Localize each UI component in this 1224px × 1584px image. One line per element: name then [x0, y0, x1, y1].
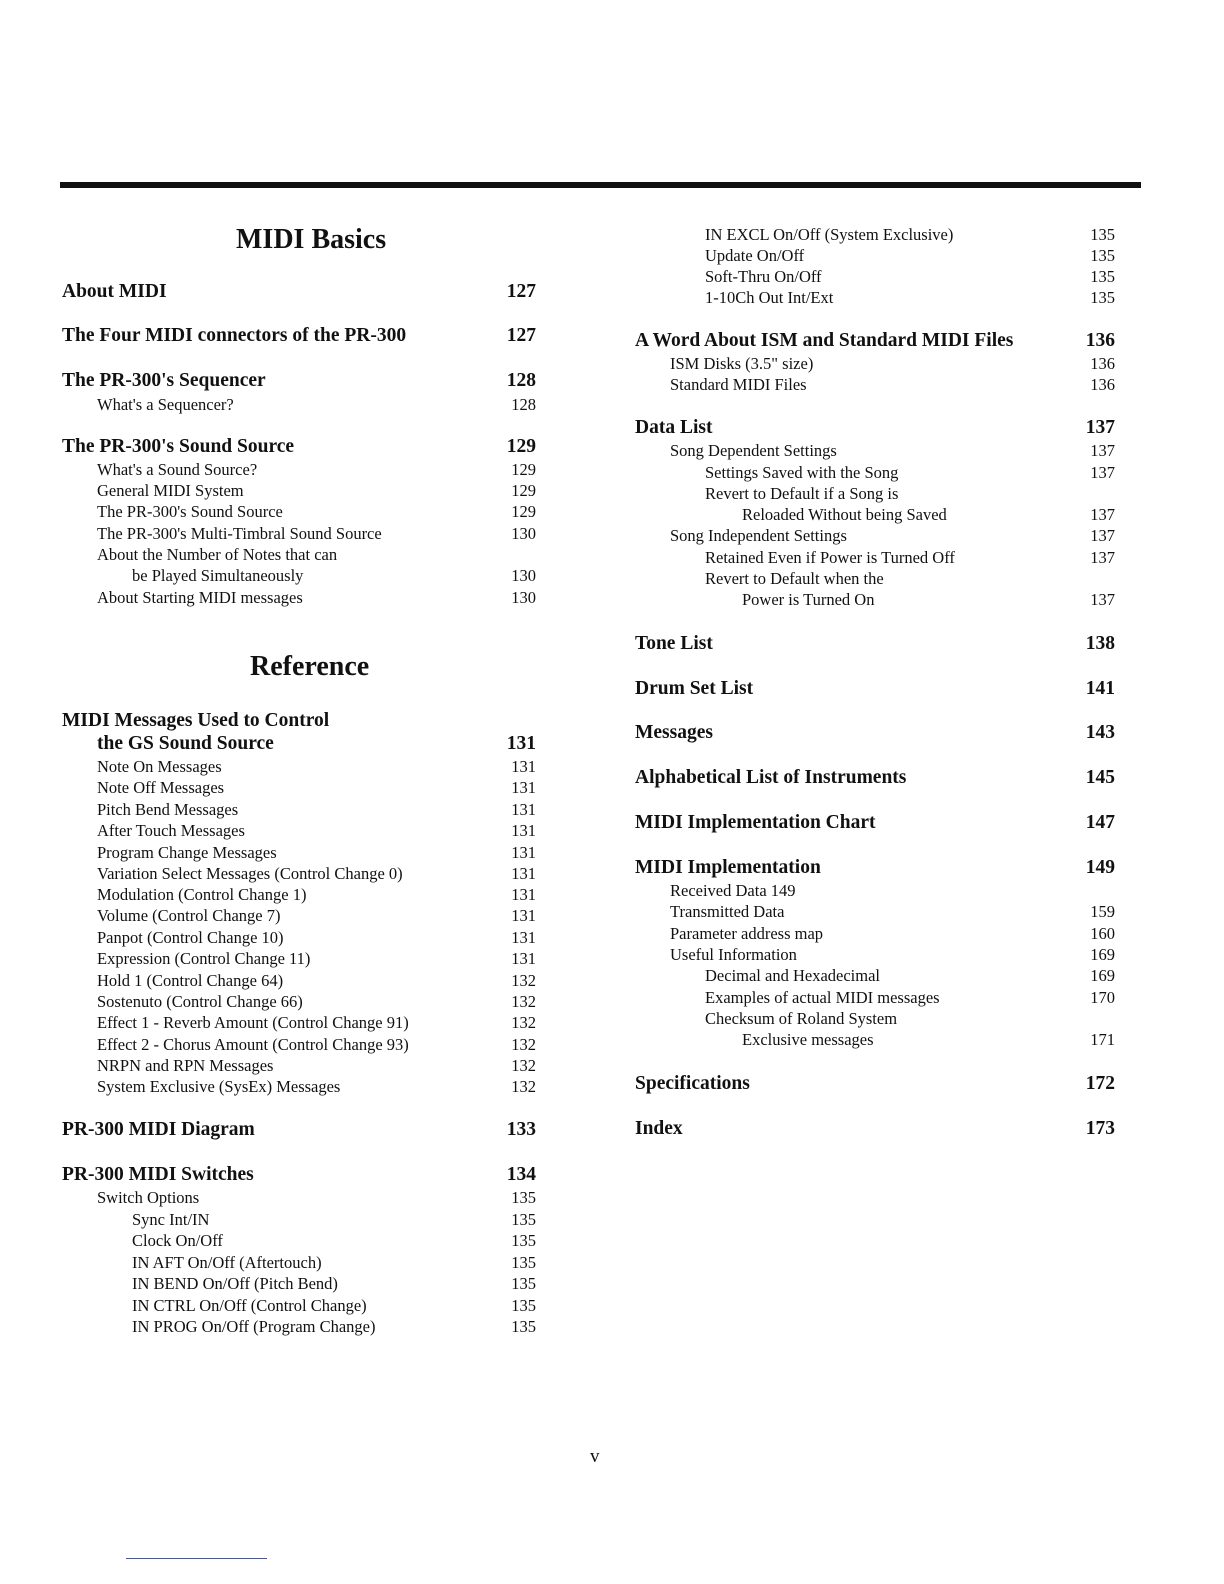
toc-entry-title: Power is Turned On [742, 590, 875, 609]
toc-entry-page: 135 [1090, 225, 1115, 244]
toc-entry-page: 127 [506, 325, 536, 346]
toc-entry-title: Panpot (Control Change 10) [97, 928, 284, 947]
toc-entry-title: Update On/Off [705, 246, 805, 265]
toc-entry[interactable] [635, 1118, 1115, 1142]
toc-entry-title: Useful Information [670, 945, 797, 964]
toc-entry[interactable] [62, 733, 536, 757]
toc-entry-title: Parameter address map [670, 924, 824, 943]
toc-entry[interactable] [62, 949, 536, 973]
toc-entry-page: 128 [511, 395, 536, 414]
toc-entry-title: Standard MIDI Files [670, 375, 807, 394]
toc-entry-page: 135 [1090, 246, 1115, 265]
toc-entry-page: 133 [506, 1119, 536, 1140]
toc-entry[interactable] [62, 588, 536, 612]
toc-entry-page: 135 [511, 1274, 536, 1293]
toc-entry-title: Effect 2 - Chorus Amount (Control Change 93) [97, 1035, 409, 1054]
toc-entry[interactable] [62, 325, 536, 349]
toc-entry-page: 132 [511, 992, 536, 1011]
toc-entry-page: 132 [511, 1077, 536, 1096]
toc-entry[interactable] [62, 778, 536, 802]
toc-entry-page: 128 [506, 370, 536, 391]
toc-entry[interactable] [635, 767, 1115, 791]
toc-entry-title: Data List [635, 417, 713, 438]
toc-entry-title: Note On Messages [97, 757, 222, 776]
toc-entry-page: 170 [1090, 988, 1115, 1007]
toc-entry-title: Decimal and Hexadecimal [705, 966, 880, 985]
toc-entry[interactable] [635, 417, 1115, 441]
toc-entry-page: 169 [1090, 945, 1115, 964]
toc-entry-page: 137 [1090, 505, 1115, 524]
toc-entry-title: System Exclusive (SysEx) Messages [97, 1077, 341, 1096]
toc-entry-page: 137 [1090, 526, 1115, 545]
toc-entry-title: the GS Sound Source [97, 733, 274, 754]
toc-entry-title: Variation Select Messages (Control Change 0) [97, 864, 403, 883]
toc-entry[interactable] [62, 395, 536, 419]
toc-entry[interactable] [62, 1013, 536, 1037]
toc-entry-page: 129 [511, 502, 536, 521]
toc-entry-title: Switch Options [97, 1188, 200, 1207]
toc-entry-page: 137 [1090, 590, 1115, 609]
toc-entry[interactable] [62, 1119, 536, 1143]
toc-entry-title: Received Data 149 [670, 881, 796, 900]
toc-entry-page: 145 [1085, 767, 1115, 788]
toc-entry[interactable] [62, 1231, 536, 1255]
toc-entry-title: The PR-300's Sound Source [62, 436, 295, 457]
toc-entry-page: 129 [506, 436, 536, 457]
toc-entry-title: The PR-300's Sequencer [62, 370, 266, 391]
toc-entry-page: 132 [511, 971, 536, 990]
toc-entry-page: 132 [511, 1056, 536, 1075]
toc-entry[interactable] [635, 966, 1115, 990]
toc-entry-title: Volume (Control Change 7) [97, 906, 281, 925]
toc-entry[interactable] [635, 902, 1115, 926]
toc-entry-title: About the Number of Notes that can [97, 545, 338, 564]
toc-entry-title: ISM Disks (3.5" size) [670, 354, 814, 373]
toc-entry[interactable] [635, 1073, 1115, 1097]
toc-entry-page: 135 [511, 1296, 536, 1315]
toc-entry-title: IN AFT On/Off (Aftertouch) [132, 1253, 322, 1272]
toc-entry[interactable] [62, 1077, 536, 1101]
bottom-link-underline [126, 1558, 267, 1559]
toc-entry[interactable] [635, 678, 1115, 702]
toc-entry-page: 137 [1090, 548, 1115, 567]
toc-entry[interactable] [62, 281, 536, 305]
toc-entry[interactable] [62, 436, 536, 460]
toc-entry-page: 135 [511, 1317, 536, 1336]
toc-entry-title: Clock On/Off [132, 1231, 223, 1250]
toc-entry-page: 130 [511, 524, 536, 543]
toc-entry-title: Settings Saved with the Song [705, 463, 899, 482]
toc-entry-page: 129 [511, 460, 536, 479]
toc-entry[interactable] [635, 812, 1115, 836]
toc-entry-title: What's a Sequencer? [97, 395, 234, 414]
toc-entry-title: MIDI Implementation Chart [635, 812, 876, 833]
toc-entry-page: 172 [1085, 1073, 1115, 1094]
toc-entry[interactable] [635, 526, 1115, 550]
toc-entry-title: IN BEND On/Off (Pitch Bend) [132, 1274, 338, 1293]
toc-entry[interactable] [635, 1030, 1115, 1054]
toc-entry[interactable] [62, 906, 536, 930]
page-number: v [590, 1446, 600, 1467]
toc-entry-title: MIDI Implementation [635, 857, 821, 878]
toc-entry-title: What's a Sound Source? [97, 460, 258, 479]
toc-entry-page: 131 [511, 778, 536, 797]
toc-entry-page: 131 [511, 928, 536, 947]
toc-entry[interactable] [62, 710, 536, 734]
toc-entry-page: 143 [1085, 722, 1115, 743]
toc-entry-title: Specifications [635, 1073, 750, 1094]
toc-entry-page: 132 [511, 1013, 536, 1032]
toc-entry-page: 138 [1085, 633, 1115, 654]
toc-entry-page: 134 [506, 1164, 536, 1185]
toc-entry-title: Effect 1 - Reverb Amount (Control Change 91) [97, 1013, 409, 1032]
toc-entry[interactable] [635, 441, 1115, 465]
toc-entry-page: 137 [1090, 463, 1115, 482]
toc-entry[interactable] [635, 857, 1115, 881]
toc-entry-page: 136 [1085, 330, 1115, 351]
toc-entry-page: 131 [506, 733, 536, 754]
toc-entry[interactable] [62, 1164, 536, 1188]
toc-entry-page: 131 [511, 843, 536, 862]
toc-entry-title: After Touch Messages [97, 821, 245, 840]
toc-entry-title: PR-300 MIDI Diagram [62, 1119, 255, 1140]
toc-entry-title: Index [635, 1118, 683, 1139]
toc-entry-page: 135 [511, 1210, 536, 1229]
toc-entry-title: Sync Int/IN [132, 1210, 210, 1229]
toc-entry-page: 130 [511, 588, 536, 607]
toc-entry-page: 131 [511, 906, 536, 925]
toc-entry-title: The PR-300's Sound Source [97, 502, 283, 521]
toc-entry-title: Soft-Thru On/Off [705, 267, 822, 286]
toc-entry-title: Program Change Messages [97, 843, 277, 862]
toc-entry-page: 173 [1085, 1118, 1115, 1139]
toc-entry-page: 171 [1090, 1030, 1115, 1049]
toc-entry-title: IN CTRL On/Off (Control Change) [132, 1296, 367, 1315]
toc-entry-title: Pitch Bend Messages [97, 800, 239, 819]
toc-entry-title: Exclusive messages [742, 1030, 874, 1049]
toc-entry-page: 160 [1090, 924, 1115, 943]
toc-entry[interactable] [635, 590, 1115, 614]
toc-entry-title: be Played Simultaneously [132, 566, 304, 585]
toc-entry-page: 135 [511, 1188, 536, 1207]
toc-entry[interactable] [62, 821, 536, 845]
toc-entry-title: Song Dependent Settings [670, 441, 837, 460]
toc-entry[interactable] [635, 722, 1115, 746]
toc-entry-title: IN PROG On/Off (Program Change) [132, 1317, 376, 1336]
toc-entry-title: Sostenuto (Control Change 66) [97, 992, 303, 1011]
toc-entry[interactable] [635, 633, 1115, 657]
toc-entry-title: The PR-300's Multi-Timbral Sound Source [97, 524, 382, 543]
toc-entry-title: Tone List [635, 633, 713, 654]
section-title-reference: Reference [250, 651, 370, 682]
toc-entry[interactable] [635, 288, 1115, 312]
toc-entry-page: 141 [1085, 678, 1115, 699]
toc-entry-title: Examples of actual MIDI messages [705, 988, 940, 1007]
toc-entry-title: The Four MIDI connectors of the PR-300 [62, 325, 407, 346]
toc-entry-page: 135 [1090, 267, 1115, 286]
toc-entry-page: 136 [1090, 354, 1115, 373]
section-title-midi-basics: MIDI Basics [236, 224, 387, 255]
toc-entry-title: Reloaded Without being Saved [742, 505, 947, 524]
toc-entry-page: 137 [1085, 417, 1115, 438]
toc-entry-page: 137 [1090, 441, 1115, 460]
toc-entry[interactable] [62, 502, 536, 526]
toc-entry-page: 131 [511, 800, 536, 819]
toc-entry-title: Modulation (Control Change 1) [97, 885, 307, 904]
toc-entry-page: 131 [511, 757, 536, 776]
toc-entry-page: 135 [511, 1253, 536, 1272]
toc-entry-title: Expression (Control Change 11) [97, 949, 311, 968]
toc-entry-title: MIDI Messages Used to Control [62, 710, 330, 731]
toc-entry-page: 131 [511, 949, 536, 968]
toc-entry[interactable] [62, 566, 536, 590]
toc-entry-title: IN EXCL On/Off (System Exclusive) [705, 225, 954, 244]
toc-entry-page: 131 [511, 864, 536, 883]
toc-entry-title: General MIDI System [97, 481, 244, 500]
toc-entry[interactable] [62, 1274, 536, 1298]
toc-entry-title: Messages [635, 722, 713, 743]
toc-entry-page: 129 [511, 481, 536, 500]
toc-entry-title: Drum Set List [635, 678, 754, 699]
toc-entry-page: 132 [511, 1035, 536, 1054]
toc-entry[interactable] [62, 1188, 536, 1212]
toc-entry-title: Revert to Default if a Song is [705, 484, 899, 503]
toc-entry-title: Retained Even if Power is Turned Off [705, 548, 955, 567]
toc-entry[interactable] [62, 370, 536, 394]
toc-entry-title: Song Independent Settings [670, 526, 847, 545]
toc-entry-title: Transmitted Data [670, 902, 785, 921]
toc-entry-title: Alphabetical List of Instruments [635, 767, 907, 788]
toc-entry-page: 131 [511, 885, 536, 904]
toc-entry-title: NRPN and RPN Messages [97, 1056, 274, 1075]
toc-entry-page: 136 [1090, 375, 1115, 394]
toc-entry-page: 147 [1085, 812, 1115, 833]
top-rule [60, 182, 1141, 188]
toc-entry-page: 149 [1085, 857, 1115, 878]
toc-entry-page: 130 [511, 566, 536, 585]
toc-entry[interactable] [62, 1317, 536, 1341]
toc-entry-page: 127 [506, 281, 536, 302]
toc-entry-page: 131 [511, 821, 536, 840]
toc-entry[interactable] [635, 330, 1115, 354]
toc-entry-title: About Starting MIDI messages [97, 588, 303, 607]
toc-entry[interactable] [635, 375, 1115, 399]
toc-entry-title: Checksum of Roland System [705, 1009, 898, 1028]
toc-entry-title: Hold 1 (Control Change 64) [97, 971, 284, 990]
toc-entry-title: A Word About ISM and Standard MIDI Files [635, 330, 1014, 351]
toc-entry-title: About MIDI [62, 281, 167, 302]
toc-entry-title: 1-10Ch Out Int/Ext [705, 288, 834, 307]
toc-entry-page: 169 [1090, 966, 1115, 985]
toc-entry-page: 135 [1090, 288, 1115, 307]
toc-entry-page: 159 [1090, 902, 1115, 921]
toc-entry-title: Note Off Messages [97, 778, 225, 797]
toc-entry-title: Revert to Default when the [705, 569, 884, 588]
toc-entry-page: 135 [511, 1231, 536, 1250]
toc-entry-title: PR-300 MIDI Switches [62, 1164, 254, 1185]
